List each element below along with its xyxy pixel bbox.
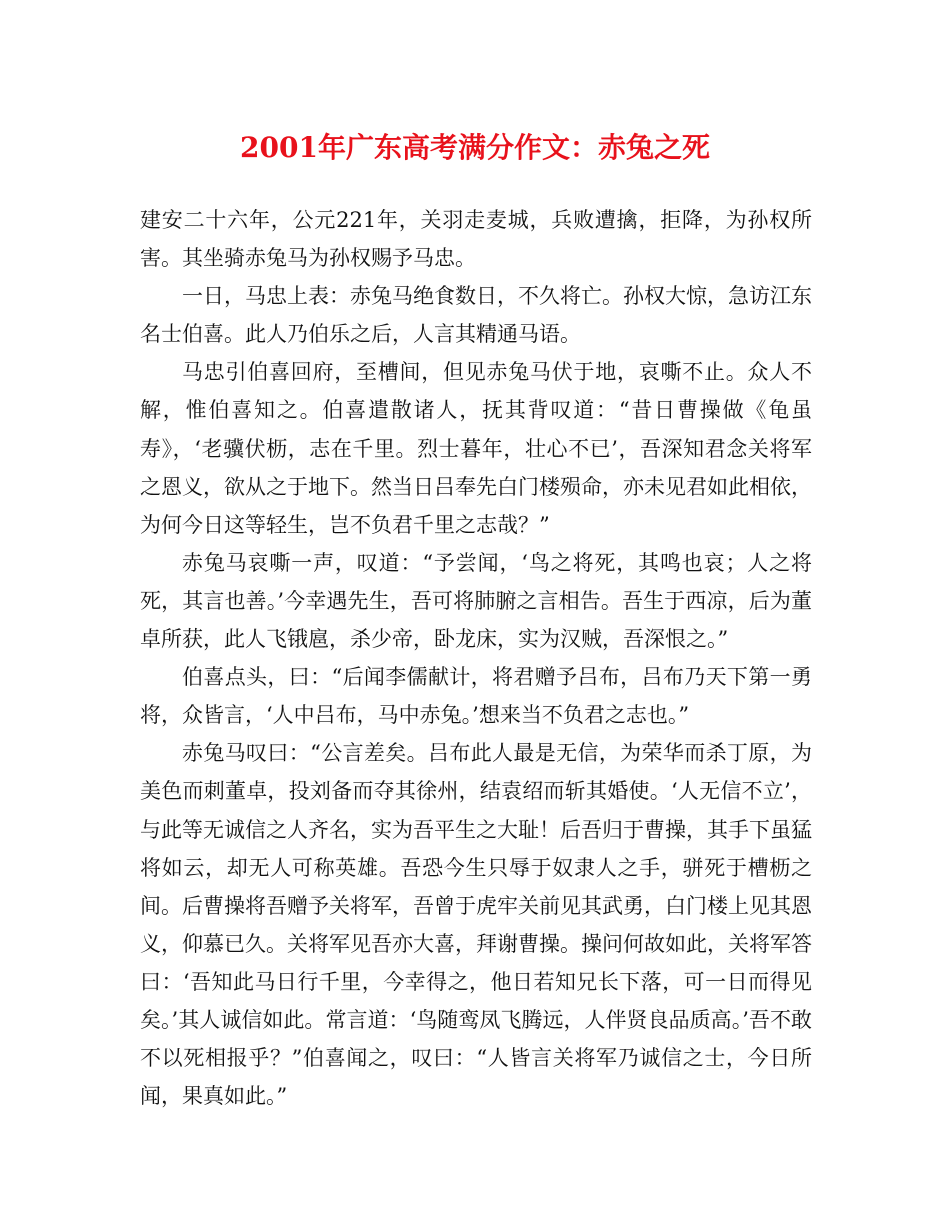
page-title: 2001年广东高考满分作文：赤兔之死 — [240, 131, 710, 164]
paragraph: 建安二十六年，公元221年，关羽走麦城，兵败遭擒，拒降，为孙权所害。其坐骑赤兔马为孙权赐予马忠。 — [140, 208, 812, 271]
paragraph: 马忠引伯喜回府，至槽间，但见赤兔马伏于地，哀嘶不止。众人不解，惟伯喜知之。伯喜遣散诸人，抚其背叹道：“昔日曹操做《龟虽寿》，‘老骥伏枥，志在千里。烈士暮年，壮心不已’，吾深知君念关将军之恩义，欲从之于地下。然当日吕奉先白门楼殒命，亦未见君如此相依，为何今日这等轻生，岂不负君千里之志哉？” — [140, 360, 812, 537]
paragraph: 赤兔马哀嘶一声，叹道：“予尝闻，‘鸟之将死，其鸣也哀；人之将死，其言也善。’今幸遇先生，吾可将肺腑之言相告。吾生于西凉，后为董卓所获，此人飞锇扈，杀少帝，卧龙床，实为汉贼，吾深恨之。” — [140, 550, 812, 652]
essay-body — [140, 201, 812, 1115]
paragraph: 赤兔马叹曰：“公言差矣。吕布此人最是无信，为荣华而杀丁原，为美色而刺董卓，投刘备而夺其徐州，结袁绍而斩其婚使。‘人无信不立’，与此等无诚信之人齐名，实为吾平生之大耻！后吾归于曹操，其手下虽猛将如云，却无人可称英雄。吾恐今生只辱于奴隶人之手，骈死于槽枥之间。后曹操将吾赠予关将军，吾曾于虎牢关前见其武勇，白门楼上见其恩义，仰慕已久。关将军见吾亦大喜，拜谢曹操。操问何故如此，关将军答曰：‘吾知此马日行千里，今幸得之，他日若知兄长下落，可一日而得见矣。’其人诚信如此。常言道：‘鸟随鸾凤飞腾远，人伴贤良品质高。’吾不敢不以死相报乎？”伯喜闻之，叹曰：“人皆言关将军乃诚信之士，今日所闻，果真如此。” — [140, 741, 812, 1109]
paragraph: 一日，马忠上表：赤兔马绝食数日，不久将亡。孙权大惊，急访江东名士伯喜。此人乃伯乐之后，人言其精通马语。 — [140, 284, 812, 347]
paragraph: 伯喜点头，曰：“后闻李儒献计，将君赠予吕布，吕布乃天下第一勇将，众皆言，‘人中吕布，马中赤兔。’想来当不负君之志也。” — [140, 665, 812, 728]
